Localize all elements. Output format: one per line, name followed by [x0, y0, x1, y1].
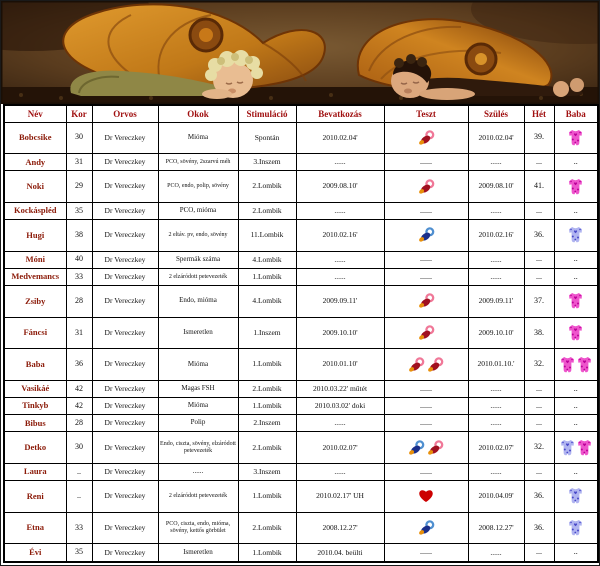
cell-teszt: ...... — [384, 380, 468, 397]
cell-nev: Évi — [4, 544, 66, 562]
cell-stimulacio: 1.Lombik — [238, 544, 296, 562]
cell-orvos: Dr Vereczkey — [92, 415, 158, 432]
cell-szules: ...... — [468, 202, 524, 219]
cell-nev: Noki — [4, 171, 66, 203]
table-row — [4, 317, 598, 349]
cell-teszt: ...... — [384, 463, 468, 480]
cell-szules: 2009.09.11' — [468, 286, 524, 318]
cell-stimulacio: 4.Lombik — [238, 286, 296, 318]
cell-kor: 30 — [66, 432, 92, 464]
table-row — [4, 349, 598, 381]
onesie-pink-icon — [577, 356, 592, 374]
cell-baba — [554, 481, 598, 513]
cell-stimulacio: 3.Inszem — [238, 463, 296, 480]
cell-orvos: Dr Vereczkey — [92, 171, 158, 203]
cell-teszt — [384, 432, 468, 464]
cell-nev: Baba — [4, 349, 66, 381]
table-row — [4, 415, 598, 432]
cell-nev: Vasikáé — [4, 380, 66, 397]
cell-teszt — [384, 349, 468, 381]
cell-kor: 42 — [66, 380, 92, 397]
cell-okok: Mióma — [158, 349, 238, 381]
cell-stimulacio: 1.Lombik — [238, 349, 296, 381]
table-row — [4, 220, 598, 252]
cell-orvos: Dr Vereczkey — [92, 398, 158, 415]
cell-stimulacio: Spontán — [238, 122, 296, 154]
cell-het: 36. — [524, 220, 554, 252]
cell-het: ... — [524, 154, 554, 171]
cell-het: 36. — [524, 512, 554, 544]
table-row — [4, 432, 598, 464]
cell-kor: 38 — [66, 220, 92, 252]
cell-orvos: Dr Vereczkey — [92, 349, 158, 381]
onesie-blue-icon — [568, 519, 583, 537]
heart-icon — [418, 489, 434, 503]
column-header-kor: Kor — [66, 105, 92, 122]
cell-het: ... — [524, 415, 554, 432]
pacifier-pink-icon — [418, 179, 435, 195]
cell-baba — [554, 512, 598, 544]
cell-baba: .. — [554, 544, 598, 562]
cell-szules: ...... — [468, 154, 524, 171]
cell-orvos: Dr Vereczkey — [92, 317, 158, 349]
cell-baba: .. — [554, 463, 598, 480]
cell-nev: Zsiby — [4, 286, 66, 318]
column-header-orvos: Orvos — [92, 105, 158, 122]
cell-het: ... — [524, 268, 554, 285]
cell-teszt: ...... — [384, 251, 468, 268]
cell-nev: Andy — [4, 154, 66, 171]
table-row — [4, 544, 598, 562]
cell-bevatkozas: ...... — [296, 268, 384, 285]
cell-okok: Spermák száma — [158, 251, 238, 268]
onesie-pink-icon — [577, 439, 592, 457]
cell-szules: ...... — [468, 251, 524, 268]
cell-kor: 31 — [66, 317, 92, 349]
cell-okok: 2 elzáródott petevezeték — [158, 268, 238, 285]
cell-stimulacio: 2.Lombik — [238, 202, 296, 219]
pacifier-blue-icon — [418, 520, 435, 536]
cell-baba: .. — [554, 202, 598, 219]
cell-szules: 2009.10.10' — [468, 317, 524, 349]
cell-baba — [554, 349, 598, 381]
cell-bevatkozas: ...... — [296, 154, 384, 171]
cell-baba — [554, 171, 598, 203]
cell-baba — [554, 122, 598, 154]
cell-nev: Detko — [4, 432, 66, 464]
cell-szules: ...... — [468, 398, 524, 415]
cell-het: ... — [524, 463, 554, 480]
table-row — [4, 463, 598, 480]
table-row — [4, 286, 598, 318]
column-header-het: Hét — [524, 105, 554, 122]
cell-szules: ...... — [468, 415, 524, 432]
cell-orvos: Dr Vereczkey — [92, 122, 158, 154]
cell-szules: ...... — [468, 268, 524, 285]
cell-nev: Laura — [4, 463, 66, 480]
cell-bevatkozas: 2010.03.02' doki — [296, 398, 384, 415]
pacifier-pink-icon — [427, 440, 444, 456]
cell-baba — [554, 220, 598, 252]
cell-szules: ...... — [468, 544, 524, 562]
cell-kor: 33 — [66, 268, 92, 285]
cell-okok: PCO, endo, polip, sövény — [158, 171, 238, 203]
cell-nev: Bibus — [4, 415, 66, 432]
cell-het: 41. — [524, 171, 554, 203]
cell-nev: Fáncsi — [4, 317, 66, 349]
cell-orvos: Dr Vereczkey — [92, 432, 158, 464]
cell-bevatkozas: 2010.02.17' UH — [296, 481, 384, 513]
cell-het: 38. — [524, 317, 554, 349]
cell-het: ... — [524, 202, 554, 219]
cell-het: 37. — [524, 286, 554, 318]
cell-bevatkozas: 2010.02.07' — [296, 432, 384, 464]
cell-okok: Endo, mióma — [158, 286, 238, 318]
cell-teszt — [384, 171, 468, 203]
table-row — [4, 380, 598, 397]
column-header-bevatkozas: Bevatkozás — [296, 105, 384, 122]
table-row — [4, 398, 598, 415]
cell-teszt — [384, 286, 468, 318]
cell-teszt: ...... — [384, 154, 468, 171]
cell-szules: 2010.02.07' — [468, 432, 524, 464]
cell-okok: Mióma — [158, 122, 238, 154]
column-header-nev: Név — [4, 105, 66, 122]
cell-okok: ...... — [158, 463, 238, 480]
cell-bevatkozas: 2008.12.27' — [296, 512, 384, 544]
cell-nev: Bobcsike — [4, 122, 66, 154]
cell-kor: 42 — [66, 398, 92, 415]
cell-teszt — [384, 512, 468, 544]
cell-het: 32. — [524, 432, 554, 464]
cell-stimulacio: 2.Lombik — [238, 171, 296, 203]
cell-baba: .. — [554, 398, 598, 415]
pacifier-pink-icon — [418, 325, 435, 341]
cell-szules: ...... — [468, 380, 524, 397]
cell-bevatkozas: 2010.01.10' — [296, 349, 384, 381]
cell-okok: Polip — [158, 415, 238, 432]
column-header-stimulacio: Stimuláció — [238, 105, 296, 122]
cell-het: 36. — [524, 481, 554, 513]
cell-baba — [554, 317, 598, 349]
cell-teszt — [384, 481, 468, 513]
pacifier-blue-icon — [418, 227, 435, 243]
cell-stimulacio: 3.Inszem — [238, 154, 296, 171]
cell-bevatkozas: ...... — [296, 251, 384, 268]
cell-szules: ...... — [468, 463, 524, 480]
cell-kor: .. — [66, 481, 92, 513]
table-row — [4, 122, 598, 154]
cell-stimulacio: 2.Lombik — [238, 432, 296, 464]
table-row — [4, 512, 598, 544]
cell-orvos: Dr Vereczkey — [92, 481, 158, 513]
cell-teszt: ...... — [384, 202, 468, 219]
cell-orvos: Dr Vereczkey — [92, 544, 158, 562]
cell-kor: 40 — [66, 251, 92, 268]
cell-orvos: Dr Vereczkey — [92, 251, 158, 268]
cell-kor: 36 — [66, 349, 92, 381]
cell-stimulacio: 11.Lombik — [238, 220, 296, 252]
onesie-pink-icon — [568, 129, 583, 147]
cell-okok: Mióma — [158, 398, 238, 415]
cell-orvos: Dr Vereczkey — [92, 154, 158, 171]
cell-nev: Etna — [4, 512, 66, 544]
cell-okok: 2 eltáv. pv, endo, sövény — [158, 220, 238, 252]
onesie-pink-icon — [568, 324, 583, 342]
cell-kor: 31 — [66, 154, 92, 171]
cell-okok: Endo, ciszta, sövény, elzáródott petevezeték — [158, 432, 238, 464]
onesie-blue-icon — [560, 439, 575, 457]
cell-teszt — [384, 122, 468, 154]
cell-teszt: ...... — [384, 415, 468, 432]
onesie-pink-icon — [568, 292, 583, 310]
cell-szules: 2010.04.09' — [468, 481, 524, 513]
cell-bevatkozas: ...... — [296, 415, 384, 432]
table-row — [4, 171, 598, 203]
cell-orvos: Dr Vereczkey — [92, 463, 158, 480]
cell-okok: PCO, ciszta, endo, mióma, sövény, kettős görbület — [158, 512, 238, 544]
cell-kor: 28 — [66, 286, 92, 318]
cell-bevatkozas: 2010.03.22' műtét — [296, 380, 384, 397]
cell-kor: 35 — [66, 202, 92, 219]
table-row — [4, 268, 598, 285]
cell-stimulacio: 2.Inszem — [238, 415, 296, 432]
cell-okok: Ismeretlen — [158, 544, 238, 562]
pacifier-blue-icon — [408, 440, 425, 456]
cell-stimulacio: 2.Lombik — [238, 512, 296, 544]
cell-baba: .. — [554, 154, 598, 171]
cell-orvos: Dr Vereczkey — [92, 202, 158, 219]
cell-het: ... — [524, 398, 554, 415]
cell-nev: Medvemancs — [4, 268, 66, 285]
cell-szules: 2010.02.04' — [468, 122, 524, 154]
cell-orvos: Dr Vereczkey — [92, 380, 158, 397]
cell-bevatkozas: 2010.04. beülti — [296, 544, 384, 562]
cell-okok: PCO, sövény, 2szarvú méh — [158, 154, 238, 171]
onesie-blue-icon — [568, 226, 583, 244]
cell-szules: 2008.12.27' — [468, 512, 524, 544]
cell-okok: Ismeretlen — [158, 317, 238, 349]
cell-het: ... — [524, 380, 554, 397]
cell-bevatkozas: 2009.09.11' — [296, 286, 384, 318]
pacifier-pink-icon — [418, 293, 435, 309]
cell-baba — [554, 286, 598, 318]
cell-bevatkozas: ...... — [296, 463, 384, 480]
cell-teszt: ...... — [384, 398, 468, 415]
cell-baba: .. — [554, 380, 598, 397]
cell-baba: .. — [554, 251, 598, 268]
cell-teszt — [384, 317, 468, 349]
cell-het: ... — [524, 544, 554, 562]
header-row — [4, 105, 598, 122]
table-row — [4, 154, 598, 171]
cell-teszt — [384, 220, 468, 252]
cell-kor: 33 — [66, 512, 92, 544]
cell-teszt: ...... — [384, 544, 468, 562]
table-row — [4, 481, 598, 513]
cell-stimulacio: 1.Lombik — [238, 481, 296, 513]
onesie-blue-icon — [568, 487, 583, 505]
cell-baba — [554, 432, 598, 464]
cell-szules: 2010.02.16' — [468, 220, 524, 252]
cell-nev: Móni — [4, 251, 66, 268]
onesie-pink-icon — [560, 356, 575, 374]
cell-kor: 35 — [66, 544, 92, 562]
cell-stimulacio: 2.Lombik — [238, 380, 296, 397]
cell-bevatkozas: ...... — [296, 202, 384, 219]
cell-szules: 2009.08.10' — [468, 171, 524, 203]
pacifier-pink-icon — [418, 130, 435, 146]
cell-orvos: Dr Vereczkey — [92, 512, 158, 544]
cell-stimulacio: 1.Lombik — [238, 398, 296, 415]
column-header-okok: Okok — [158, 105, 238, 122]
cell-het: 32. — [524, 349, 554, 381]
cell-het: 39. — [524, 122, 554, 154]
cell-okok: PCO, mióma — [158, 202, 238, 219]
cell-het: ... — [524, 251, 554, 268]
cell-bevatkozas: 2009.10.10' — [296, 317, 384, 349]
cell-kor: .. — [66, 463, 92, 480]
cell-nev: Tinkyb — [4, 398, 66, 415]
cell-kor: 30 — [66, 122, 92, 154]
cell-stimulacio: 1.Lombik — [238, 268, 296, 285]
column-header-szules: Szülés — [468, 105, 524, 122]
column-header-baba: Baba — [554, 105, 598, 122]
cell-nev: Kockáspléd — [4, 202, 66, 219]
cell-stimulacio: 1.Inszem — [238, 317, 296, 349]
cell-bevatkozas: 2010.02.16' — [296, 220, 384, 252]
pacifier-pink-icon — [408, 357, 425, 373]
onesie-pink-icon — [568, 178, 583, 196]
cell-nev: Reni — [4, 481, 66, 513]
cell-orvos: Dr Vereczkey — [92, 220, 158, 252]
column-header-teszt: Teszt — [384, 105, 468, 122]
butterfly-babies-photo — [1, 1, 599, 104]
pacifier-pink-icon — [427, 357, 444, 373]
table-row — [4, 202, 598, 219]
cell-bevatkozas: 2009.08.10' — [296, 171, 384, 203]
cell-bevatkozas: 2010.02.04' — [296, 122, 384, 154]
cell-okok: Magas FSH — [158, 380, 238, 397]
cell-baba: .. — [554, 268, 598, 285]
cell-kor: 29 — [66, 171, 92, 203]
cell-orvos: Dr Vereczkey — [92, 268, 158, 285]
cell-okok: 2 elzáródott petevezeték — [158, 481, 238, 513]
cell-stimulacio: 4.Lombik — [238, 251, 296, 268]
results-table — [3, 104, 599, 563]
cell-szules: 2010.01.10.' — [468, 349, 524, 381]
cell-baba: .. — [554, 415, 598, 432]
cell-kor: 28 — [66, 415, 92, 432]
cell-teszt: ...... — [384, 268, 468, 285]
table-row — [4, 251, 598, 268]
cell-orvos: Dr Vereczkey — [92, 286, 158, 318]
cell-nev: Hugi — [4, 220, 66, 252]
